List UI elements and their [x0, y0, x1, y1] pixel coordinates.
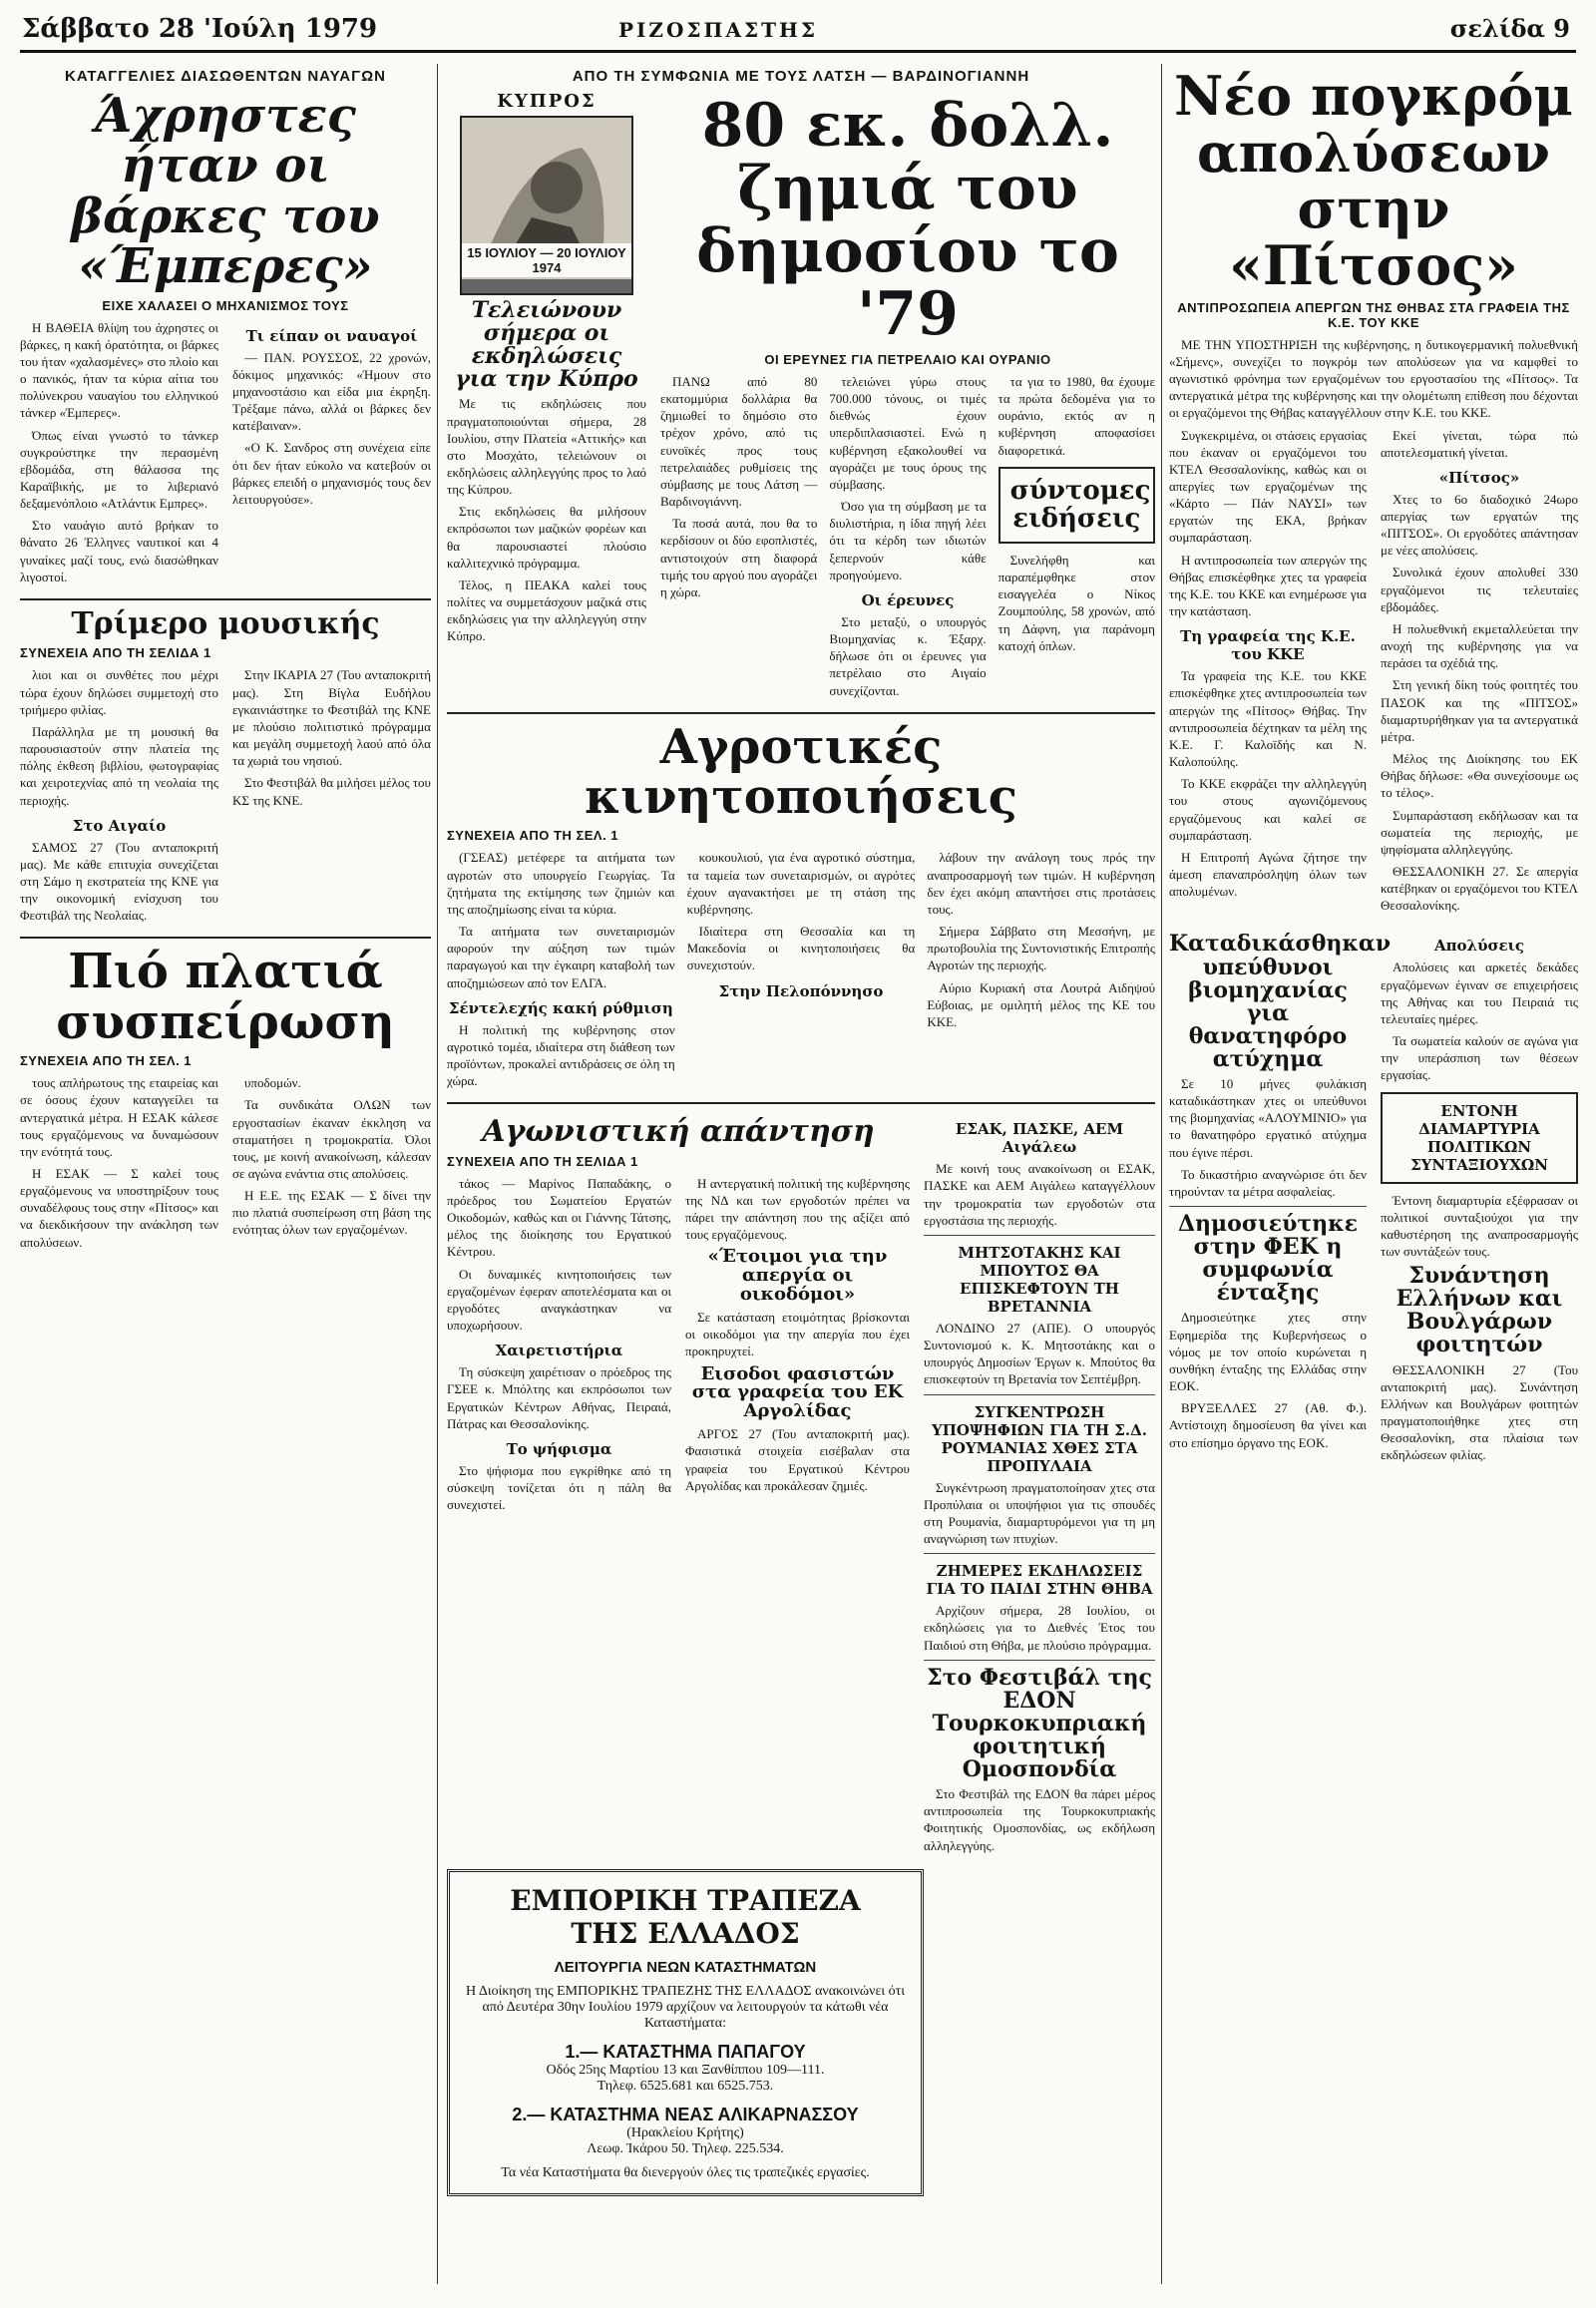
ad-title: ΤΗΣ ΕΛΛΑΔΟΣ — [571, 1917, 800, 1951]
continuation-note: ΣΥΝΕΧΕΙΑ ΑΠΟ ΤΗ ΣΕΛΙΔΑ 1 — [20, 645, 211, 661]
divider — [924, 1660, 1155, 1661]
paragraph: Τα αιτήματα των συνεταιρισμών αφορούν την αύξηση των τιμών παραγωγού και την έγκαιρη καταβολή των αποζημιώσεων από τον ΕΛΓΑ. — [447, 924, 675, 990]
section-subhead: Τι είπαν οι ναυαγοί — [245, 326, 418, 345]
cyprus-photo — [460, 116, 633, 295]
article-body — [660, 373, 1155, 704]
paragraph: Στις εκδηλώσεις θα μιλήσουν εκπρόσωποι των μαζικών φορέων και θα παρουσιαστεί πλούσιο καλλιτεχνικό πρόγραμμα. — [447, 504, 646, 571]
paragraph: Συνελήφθη και παραπέμφθηκε στον εισαγγελέα ο Νίκος Ζουμπούλης, 58 χρονών, από τη Δάφνη, για παράνομη κατοχή όπλων. — [998, 552, 1155, 653]
notice-box — [1381, 1092, 1578, 1184]
cyprus-headline: Τελειώνουν σήμερα οι εκδηλώσεις για την Κύπρο — [455, 297, 638, 393]
paragraph: Η Ε.Ε. της ΕΣΑΚ — Σ δίνει την πιο πλατιά συσπείρωση στη βάση της ενότητας όλων των εργαζομένων. — [232, 1188, 431, 1238]
brief-headline: ΕΣΑΚ, ΠΑΣΚΕ, ΑΕΜ Αιγάλεω — [955, 1120, 1124, 1157]
divider — [1169, 1206, 1367, 1207]
paragraph: Στο ψήφισμα που εγκρίθηκε από τη σύσκεψη τονίζεται ότι η πάλη θα συνεχιστεί. — [447, 1462, 671, 1513]
brief-headline: Συνάντηση Ελλήνων και Βουλγάρων φοιτητών — [1396, 1263, 1563, 1358]
divider — [924, 1394, 1155, 1395]
paragraph: τάκος — Μαρίνος Παπαδάκης, ο πρόεδρος του Σωματείου Εργατών Οικοδομών, καθώς και οι Γιάννης Τάτσης, μέλος της διοίκησης του Εργατικού Κέντρου. — [447, 1175, 671, 1260]
brief-headline: ΣΥΓΚΕΝΤΡΩΣΗ ΥΠΟΨΗΦΙΩΝ ΓΙΑ ΤΗ Σ.Δ. ΡΟΥΜΑΝΙΑΣ ΧΘΕΣ ΣΤΑ ΠΡΟΠΥΛΑΙΑ — [932, 1402, 1147, 1475]
article-headline: Αγροτικές κινητοποιήσεις — [584, 718, 1017, 826]
lead-headline: 80 εκ. δολλ. ζημιά του δημοσίου το '79 — [696, 91, 1119, 349]
ad-place: (Ηρακλείου Κρήτης) — [626, 2124, 744, 2140]
article-body — [1169, 427, 1578, 920]
section-subhead: Στην Πελοπόννησο — [718, 981, 884, 1000]
ad-phone: Τηλεφ. 6525.681 και 6525.753. — [597, 2078, 774, 2094]
bullet-item: Στη γενική δίκη τούς φοιτητές του ΠΑΣΟΚ και της «ΠΙΤΣΟΣ» διαμαρτυρήθηκαν για τα αντεργατικά μέτρα. — [1381, 677, 1578, 744]
paragraph: Η πολυεθνική εκμεταλλεύεται την ανοχή της κυβέρνησης για να περάσει τα σχέδιά της. — [1381, 620, 1578, 671]
ad-subtitle: ΛΕΙΤΟΥΡΓΙΑ ΝΕΩΝ ΚΑΤΑΣΤΗΜΑΤΩΝ — [554, 1958, 817, 1976]
bullet-item: Μέλος της Διοίκησης του ΕΚ Θήβας δήλωσε: «Θα συνεχίσουμε ως το τέλος». — [1381, 751, 1578, 801]
bullet-item: Συμπαράσταση εκδήλωσαν και τα σωματεία της περιοχής, με ψηφίσματα αλληλεγγύης. — [1381, 807, 1578, 857]
brief-headline: ΖΗΜΕΡΕΣ ΕΚΔΗΛΩΣΕΙΣ ΓΙΑ ΤΟ ΠΑΙΔΙ ΣΤΗΝ ΘΗΒΑ — [926, 1562, 1153, 1599]
paragraph: Τα γραφεία της Κ.Ε. του ΚΚΕ επισκέφθηκε χτες αντιπροσωπεία των απεργών της «Πίτσος» Θήβας. Την αντιπροσωπεία δέχτηκαν τα μέλη της Κ.Ε. Γ. Καλοϊδής και Ν. Καλοπούλης. — [1169, 668, 1367, 770]
ad-address: Οδός 25ης Μαρτίου 13 και Ξανθίππου 109—111. — [546, 2062, 825, 2078]
bullet-item: Αύριο Κυριακή στα Λουτρά Αιδηψού Εύβοιας, με ομιλητή μέλος της ΚΕ του ΚΚΕ. — [927, 979, 1156, 1029]
lead-subhead: ΟΙ ΕΡΕΥΝΕΣ ΓΙΑ ΠΕΤΡΕΛΑΙΟ ΚΑΙ ΟΥΡΑΝΙΟ — [764, 352, 1051, 367]
divider — [924, 1553, 1155, 1554]
article-kicker: ΑΠΟ ΤΗ ΣΥΜΦΩΝΙΑ ΜΕ ΤΟΥΣ ΛΑΤΣΗ — ΒΑΡΔΙΝΟΓΙΑΝΝΗ — [572, 68, 1030, 85]
paragraph: Η Επιτροπή Αγώνα ζήτησε την άμεση επαναπρόσληψη όλων των απολυμένων. — [1169, 849, 1367, 900]
ad-item: 2.— ΚΑΤΑΣΤΗΜΑ ΝΕΑΣ ΑΛΙΚΑΡΝΑΣΣΟΥ — [512, 2104, 859, 2124]
paragraph: Η πολιτική της κυβέρνησης στον αγροτικό τομέα, ιδιαίτερα στη διάθεση των προϊόντων, προκαλεί αντιδράσεις σε όλη τη χώρα. — [447, 1021, 675, 1089]
section-subhead: Οι έρευνες — [861, 590, 955, 609]
divider — [447, 1102, 1155, 1104]
paragraph: Η ΕΣΑΚ — Σ καλεί τους εργαζόμενους να υποστηρίξουν τους συναδέλφους τους στην «Πίτσος» και να διεκδικήσουν την ανάκληση των απολύσεων. — [20, 1166, 218, 1250]
paragraph: υποδομών. — [244, 1075, 301, 1091]
paragraph: Η ΒΑΘΕΙΑ θλίψη του άχρηστες οι βάρκες, η κακή όρατότητα, οι βάρκες του ήταν «χαλασμένες» στο πλοίο και ο πανικός, ήταν τα κύρια αίτια του πολύνεκρου ναυαγίου του ελληνικού τάνκερ «Έμπερες». — [20, 319, 218, 421]
ad-address: Λεωφ. Ίκάρου 50. Τηλεφ. 225.534. — [587, 2140, 784, 2156]
paragraph: Απολύσεις και αρκετές δεκάδες εργαζόμενων έγιναν σε επιχειρήσεις της Αθήνας και του Πειραιά τις τελευταίες ημέρες. — [1381, 960, 1578, 1026]
paragraph: τους απλήρωτους της εταιρείας και σε όσους έχουν καταγγείλει τα αντεργατικά μέτρα. Η ΕΣΑΚ κάλεσε τους εργαζόμενους να δυναμώσουν την ενότητά τους. — [20, 1075, 218, 1159]
cyprus-box — [447, 91, 646, 704]
section-subhead: Στο Αιγαίο — [72, 816, 167, 835]
issue-date: Σάββατο 28 'Ιούλη 1979 — [22, 14, 378, 44]
paragraph: Τα ποσά αυτά, που θα το κερδίσουν οι δύο εφοπλιστές, αντιστοιχούν στη διαφορά τιμής του αργού που αγοράζει η χώρα. — [660, 516, 818, 599]
paragraph: Εκεί γίνεται, τώρα πώ αποτελεσματική γίνεται. — [1381, 427, 1578, 460]
paragraph: λιοι και οι συνθέτες που μέχρι τώρα έχουν δηλώσει συμμετοχή στο τριήμερο φιλίας. — [20, 667, 218, 717]
paragraph: «Ο Κ. Σανδρος στη συνέχεια είπε ότι δεν ήταν εύκολο να κατεβούν οι βάρκες επειδή ο μηχανισμός τους δεν λειτουργούσε». — [232, 440, 431, 507]
paper-name: ΡΙΖΟΣΠΑΣΤΗΣ — [618, 18, 819, 42]
short-news-box — [998, 467, 1155, 544]
section-subhead: Εισοδοι φασιστών στα γραφεία του ΕΚ Αργολίδας — [691, 1362, 904, 1422]
brief-headline: ΜΗΤΣΟΤΑΚΗΣ ΚΑΙ ΜΠΟΥΤΟΣ ΘΑ ΕΠΙΣΚΕΦΤΟΥΝ ΤΗ ΒΡΕΤΑΝΝΙΑ — [958, 1243, 1121, 1316]
paragraph: Σε κατάσταση ετοιμότητας βρίσκονται οι οικοδόμοι για την απεργία που έχει προκηρυχτεί. — [685, 1310, 910, 1359]
paragraph: Έντονη διαμαρτυρία εξέφρασαν οι πολιτικοί συνταξιούχοι για την καθυστέρηση της αναπροσαρμογής των συντάξεών τους. — [1381, 1192, 1578, 1259]
paragraph: Στο μεταξύ, ο υπουργός Βιομηχανίας κ. Έξαρχ. δήλωσε ότι οι έρευνες για πετρέλαιο στο Αιγαίο συνεχίζονται. — [829, 613, 987, 698]
section-subhead: «Πίτσος» — [1438, 468, 1520, 487]
divider — [447, 712, 1155, 714]
paragraph: Στο ναυάγιο αυτό βρήκαν το θάνατο 26 Έλληνες ναυτικοί και 4 γυναίκες μαζί τους, ενώ διασώθηκαν λιγοστοί. — [20, 518, 218, 584]
paragraph: ΠΑΝΩ από 80 εκατομμύρια δολλάρια θα ζημιωθεί το δημόσιο στο τρέχον χρόνο, από τις ευνοϊκές προς τους πετρελαιάδες ρυθμίσεις της σύμβασης με τους Λάτση — Βαρδινογιάννη. — [660, 374, 818, 510]
paragraph: — ΠΑΝ. ΡΟΥΣΣΟΣ, 22 χρονών, δόκιμος μηχανικός: «Ήμουν στο μηχανοστάσιο και είδα μια έκρηξη. Τρέξαμε πάνω, αλλά οι βάρκες δεν κατέβαιναν». — [232, 349, 431, 434]
article-headline: Αγωνιστική απάντηση — [482, 1114, 875, 1150]
masthead — [0, 0, 1596, 58]
bullet-item: Σήμερα Σάββατο στη Μεσσήνη, με πρωτοβουλία της Συντονιστικής Επιτροπής Αγροτών της περιοχής. — [927, 924, 1156, 973]
brief-headline: ΕΝΤΟΝΗ ΔΙΑΜΑΡΤΥΡΙΑ ΠΟΛΙΤΙΚΩΝ ΣΥΝΤΑΞΙΟΥΧΩΝ — [1410, 1101, 1548, 1174]
paragraph: Ιδιαίτερα στη Θεσσαλία και τη Μακεδονία οι κινητοποιήσεις θα συνεχιστούν. — [686, 924, 916, 973]
paragraph: ΑΡΓΟΣ 27 (Του ανταποκριτή μας). Φασιστικά στοιχεία εισέβαλαν στα γραφεία του Εργατικού Κέντρου Αργολίδας και προκάλεσαν ζημιές. — [685, 1426, 910, 1493]
continuation-note: ΣΥΝΕΧΕΙΑ ΑΠΟ ΤΗ ΣΕΛΙΔΑ 1 — [447, 1153, 638, 1169]
paragraph: Στο Φεστιβάλ θα μιλήσει μέλος του ΚΣ της ΚΝΕ. — [232, 775, 431, 808]
center-column — [447, 64, 1155, 2206]
right-column — [1169, 64, 1578, 1468]
brief-headline: Δημοσιεύτηκε στην ΦΕΚ η συμφωνία ένταξης — [1177, 1211, 1358, 1307]
article-headline: Άχρηστες ήταν οι βάρκες του «Έμπερες» — [71, 88, 380, 295]
photo-band — [462, 279, 631, 293]
article-subhead: ΕΙΧΕ ΧΑΛΑΣΕΙ Ο ΜΗΧΑΝΙΣΜΟΣ ΤΟΥΣ — [102, 297, 349, 313]
column-divider — [1161, 64, 1162, 2284]
article-headline: Νέο πογκρόμ απολύσεων στην «Πίτσος» — [1173, 64, 1574, 298]
photo-dates: 15 ΙΟΥΛΙΟΥ — 20 ΙΟΥΛΙΟΥ 1974 — [462, 243, 631, 277]
paragraph: Τη σύσκεψη χαιρέτισαν ο πρόεδρος της ΓΣΕΕ κ. Μπόλτης και εκπρόσωποι των Εργατικών Κέντρων Αθήνας, Πειραιά, Πάτρας και Θεσσαλονίκης. — [447, 1364, 671, 1431]
paragraph: Παράλληλα με τη μουσική θα παρουσιαστούν στην πλατεία της πόλης έκθεση βιβλίου, φωτογραφίας και χειροτεχνίας από τη νεολαία της περιοχής. — [20, 723, 218, 808]
paragraph: Όσο για τη σύμβαση με τα διυλιστήρια, η ίδια πηγή λέει ότι τα κέρδη των ιδιωτών ξεπερνούν κάθε προηγούμενο. — [829, 499, 987, 582]
lead-paragraph: ΜΕ ΤΗΝ ΥΠΟΣΤΗΡΙΞΗ της κυβέρνησης, η δυτικογερμανική πολυεθνική «Σήμενς», συνεχίζει το πογκρόμ των απολύσεων για να καμφθεί το αγωνιστικό φρόνημα των εργαζομένων του εργοστασίου της «Πίτσος». Τα αντεργατικά μέτρα της κυβέρνησης και την ολομέτωπη επίθεση που δέχονται οι εργαζόμενοι της Θήβας καταγγέλλουν στην Κ.Ε. του ΚΚΕ. — [1169, 336, 1578, 421]
divider — [20, 598, 431, 600]
lower-section — [447, 1112, 1155, 1858]
section-subhead: «Έτοιμοι για την απεργία οι οικοδόμοι» — [707, 1246, 888, 1306]
paragraph: Το δικαστήριο αναγνώρισε ότι δεν τηρούνταν τα μέτρα ασφαλείας. — [1169, 1166, 1367, 1199]
article-body — [447, 1175, 910, 1519]
article-body — [20, 319, 431, 590]
page-number: σελίδα 9 — [1449, 14, 1570, 43]
paragraph: Η αντεργατική πολιτική της κυβέρνησης της ΝΔ και των εργοδοτών πρέπει να πάρει την απάντηση που της αξίζει από τους εργαζόμενους. — [685, 1175, 910, 1243]
lower-right — [1169, 929, 1578, 1468]
paragraph: Αρχίζουν σήμερα, 28 Ιουλίου, οι εκδηλώσεις για το Διεθνές Έτος του Παιδιού στη Θήβα, με πλούσιο πρόγραμμα. — [924, 1603, 1155, 1653]
paragraph: ΘΕΣΣΑΛΟΝΙΚΗ 27 (Του ανταποκριτή μας). Συνάντηση Ελλήνων και Βουλγάρων φοιτητών πραγματοποιήθηκε χτες στη Θεσσαλονίκη, στα πλαίσια των εκδηλώσεων φιλίας. — [1381, 1361, 1578, 1463]
masthead-rule — [20, 50, 1576, 53]
divider — [20, 937, 431, 939]
paragraph: Η αντιπροσωπεία των απεργών της Θήβας επισκέφθηκε χτες τα γραφεία της Κ.Ε. του ΚΚΕ και ενημέρωσε για την κατάσταση. — [1169, 552, 1367, 619]
paragraph: Στην ΙΚΑΡΙΑ 27 (Του ανταποκριτή μας). Στη Βίγλα Ευδήλου εγκαινιάστηκε το Φεστιβάλ της ΚΝΕ με πλούσιο πολιτιστικό πρόγραμμα και μεγάλη συμμετοχή λαού από όλα τα χωριά του νησιού. — [232, 667, 431, 769]
continuation-note: ΣΥΝΕΧΕΙΑ ΑΠΟ ΤΗ ΣΕΛ. 1 — [20, 1053, 193, 1069]
paragraph: Τα σωματεία καλούν σε αγώνα για την υπεράσπιση των θέσεων εργασίας. — [1381, 1033, 1578, 1083]
paragraph: Με τις εκδηλώσεις που πραγματοποιούνται σήμερα, 28 Ιουλίου, στην Πλατεία «Αττικής» και στο Μοσχάτο, τελειώνουν οι εκδηλώσεις αλληλεγγύης προς το λαό της Κύπρου. — [447, 396, 646, 498]
paragraph: Οι δυναμικές κινητοποιήσεις των εργαζομένων έφεραν αποτελέσματα και οι εργοδότες αναγκάστηκαν να υποχωρήσουν. — [447, 1266, 671, 1334]
paragraph: Τέλος, η ΠΕΑΚΑ καλεί τους πολίτες να συμμετάσχουν μαζικά στις εκδηλώσεις για την αλληλεγγύη στην Κύπρο. — [447, 577, 646, 644]
side-briefs — [924, 1112, 1155, 1858]
article-subhead: ΑΝΤΙΠΡΟΣΩΠΕΙΑ ΑΠΕΡΓΩΝ ΤΗΣ ΘΗΒΑΣ ΣΤΑ ΓΡΑΦΕΙΑ ΤΗΣ Κ.Ε. ΤΟΥ ΚΚΕ — [1177, 299, 1570, 330]
bullet-item: ΘΕΣΣΑΛΟΝΙΚΗ 27. Σε απεργία κατέβηκαν οι εργαζόμενοι του ΚΤΕΛ Θεσσαλονίκης. — [1381, 863, 1578, 914]
section-subhead: Απολύσεις — [1433, 937, 1525, 956]
ad-item: 1.— ΚΑΤΑΣΤΗΜΑ ΠΑΠΑΓΟΥ — [565, 2041, 806, 2062]
photo-label: ΚΥΠΡΟΣ — [497, 91, 597, 112]
paragraph: τελειώνει γύρω στους 700.000 τόνους, οι τιμές διεθνώς έχουν υπερδιπλασιαστεί. Ενώ η κυβέρνηση εξακολουθεί να αγοράζει με τους όρους της σύμβασης. — [829, 374, 987, 492]
paragraph: Με κοινή τους ανακοίνωση οι ΕΣΑΚ, ΠΑΣΚΕ και ΑΕΜ Αιγάλεω καταγγέλλουν την τρομοκρατία των εργοδοτών στα εργοστάσια της περιοχής. — [924, 1161, 1155, 1228]
paragraph: ΛΟΝΔΙΝΟ 27 (ΑΠΕ). Ο υπουργός Συντονισμού κ. Κ. Μητσοτάκης και ο υπουργός Δημοσίων Έργων κ. Μπούτος θα επισκεφτούν τη Βρετανία τον Σεπτέμβρη. — [924, 1320, 1155, 1387]
left-column — [20, 64, 431, 1256]
top-section — [447, 91, 1155, 704]
ad-intro: Η Διοίκηση της ΕΜΠΟΡΙΚΗΣ ΤΡΑΠΕΖΗΣ ΤΗΣ ΕΛΛΑΔΟΣ ανακοινώνει ότι από Δευτέρα 30ην Ιουλίου 1979 αρχίζουν να λειτουργούν τα κάτωθι νέα Καταστήματα: — [466, 1983, 906, 2031]
paragraph: Συγκέντρωση πραγματοποίησαν χτες στα Προπύλαια οι υποψήφιοι για τις σπουδές στη Ρουμανία, διαμαρτυρόμενοι για τη μη αναγνώριση των πτυχίων. — [924, 1479, 1155, 1547]
section-subhead: Σέντελεχής κακή ρύθμιση — [448, 998, 673, 1017]
paragraph: Δημοσιεύτηκε χτες στην Εφημερίδα της Κυβερνήσεως ο νόμος με τον οποίο κυρώνεται η συνθήκη ένταξης της Ελλάδας στην ΕΟΚ. — [1169, 1310, 1367, 1394]
paragraph: κουκουλιού, για ένα αγροτικό σύστημα, τα ταμεία των συνεταιρισμών, οι αγρότες έχουν αγανακτήσει με τη στάση της κυβέρνησης. — [686, 850, 916, 917]
paragraph: Τα συνδικάτα ΟΛΩΝ των εργοστασίων έκαναν έκκληση να σταματήσει η τρομοκρατία. Όλοι τους, με κοινή ανακοίνωση, κάλεσαν σε αγώνα ενάντια στις απολύσεις. — [232, 1097, 431, 1181]
paragraph: Το ΚΚΕ εκφράζει την αλληλεγγύη του στους αγωνιζόμενους εργαζόμενους και καλεί σε συμπαράσταση. — [1169, 776, 1367, 843]
section-subhead: Τη γραφεία της Κ.Ε. του ΚΚΕ — [1180, 627, 1356, 664]
divider — [924, 1235, 1155, 1236]
paragraph: Χτες το 6ο διαδοχικό 24ωρο απεργίας των εργατών της «ΠΙΤΣΟΣ». Οι εργοδότες απάντησαν με νέες απολύσεις. — [1381, 491, 1578, 559]
ad-title: ΕΜΠΟΡΙΚΗ ΤΡΑΠΕΖΑ — [510, 1883, 861, 1917]
paragraph: Σε 10 μήνες φυλάκιση καταδικάστηκαν χτες οι υπεύθυνοι της βιομηχανίας «ΑΛΟΥΜΙΝΙΟ» για το θανατηφόρο εργατικό ατύχημα που έγινε πέρσι. — [1169, 1076, 1367, 1160]
article-kicker: ΚΑΤΑΓΓΕΛΙΕΣ ΔΙΑΣΩΘΕΝΤΩΝ ΝΑΥΑΓΩΝ — [64, 68, 386, 85]
short-news-title: σύντομες ειδήσεις — [1009, 475, 1151, 535]
brief-headline: Στο Φεστιβάλ της ΕΔΟΝ Τουρκοκυπριακή φοιτητική Ομοσπονδία — [927, 1664, 1152, 1783]
section-subhead: Το ψήφισμα — [506, 1439, 612, 1458]
paragraph: (ΓΣΕΑΣ) μετέφερε τα αιτήματα των αγροτών στο υπουργείο Γεωργίας. Τα ζητήματα της εκτίμησης των ζημιών και της αποζημίωσης είναι τα κύρια. — [447, 850, 675, 917]
article-body — [20, 1074, 431, 1256]
paragraph: ΒΡΥΞΕΛΛΕΣ 27 (Αθ. Φ.). Αντίστοιχη δημοσίευση θα γίνει και στο επίσημο όργανο της ΕΟΚ. — [1169, 1400, 1367, 1450]
paragraph: Όπως είναι γνωστό το τάνκερ συγκρούστηκε την περασμένη εβδομάδα, στη θάλασσα της Καραϊβικής, με το λιβεριανό δεξαμενόπλοιο «Ατλάντικ Εμπρες». — [20, 427, 218, 512]
paragraph: τα για το 1980, θα έχουμε τα πρώτα δεδομένα για το ουράνιο, εκτός αν η κυβέρνηση αποφασίσει διαφορετικά. — [998, 374, 1155, 458]
section-subhead: Χαιρετιστήρια — [495, 1342, 623, 1360]
lead-article — [660, 91, 1155, 704]
continuation-note: ΣΥΝΕΧΕΙΑ ΑΠΟ ΤΗ ΣΕΛ. 1 — [447, 828, 619, 844]
paragraph: Στο Φεστιβάλ της ΕΔΟΝ θα πάρει μέρος αντιπροσωπεία της Τουρκοκυπριακής Φοιτητικής Ομοσπονδίας, ως εκδήλωση αλληλεγγύης. — [924, 1786, 1155, 1853]
bank-advertisement — [447, 1869, 924, 2196]
brief-headline: Καταδικάσθηκαν υπεύθυνοι βιομηχανίας για θανατηφόρο ατύχημα — [1169, 931, 1392, 1072]
paragraph: λάβουν την ανάλογη τους πρός την αναπροσαρμογή των τιμών. Η κυβέρνηση δεν έχει ακόμη απαντήσει στις προτάσεις τους. — [927, 850, 1156, 917]
paragraph: Συγκεκριμένα, οι στάσεις εργασίας που έκαναν οι εργαζόμενοι του ΚΤΕΛ Θεσσαλονίκης, καθώς και οι απεργίες των εργαζομένων της «Κάρτο — Πάν ΝΑΥΣΙ» των εργατών της ΕΚΑ, βρήκαν συμπαράσταση. — [1169, 427, 1367, 546]
ad-outro: Τα νέα Καταστήματα θα διενεργούν όλες τις τραπεζικές εργασίες. — [501, 2164, 870, 2180]
article-body — [20, 666, 431, 929]
article-headline: Πιό πλατιά συσπείρωση — [56, 944, 395, 1050]
column-divider — [437, 64, 438, 2284]
paragraph: ΣΑΜΟΣ 27 (Του ανταποκριτή μας). Με κάθε επιτυχία συνεχίζεται στη Σάμο η εκστρατεία της ΚΝΕ για την οικονομική ενίσχυση του Φεστιβάλ της Νεολαίας. — [20, 839, 218, 924]
paragraph: Συνολικά έχουν απολυθεί 330 εργαζόμενοι τις τελευταίες εβδομάδες. — [1381, 565, 1578, 614]
agon-article — [447, 1112, 910, 1858]
article-body — [447, 849, 1155, 1094]
article-headline: Τρίμερο μουσικής — [71, 605, 380, 641]
